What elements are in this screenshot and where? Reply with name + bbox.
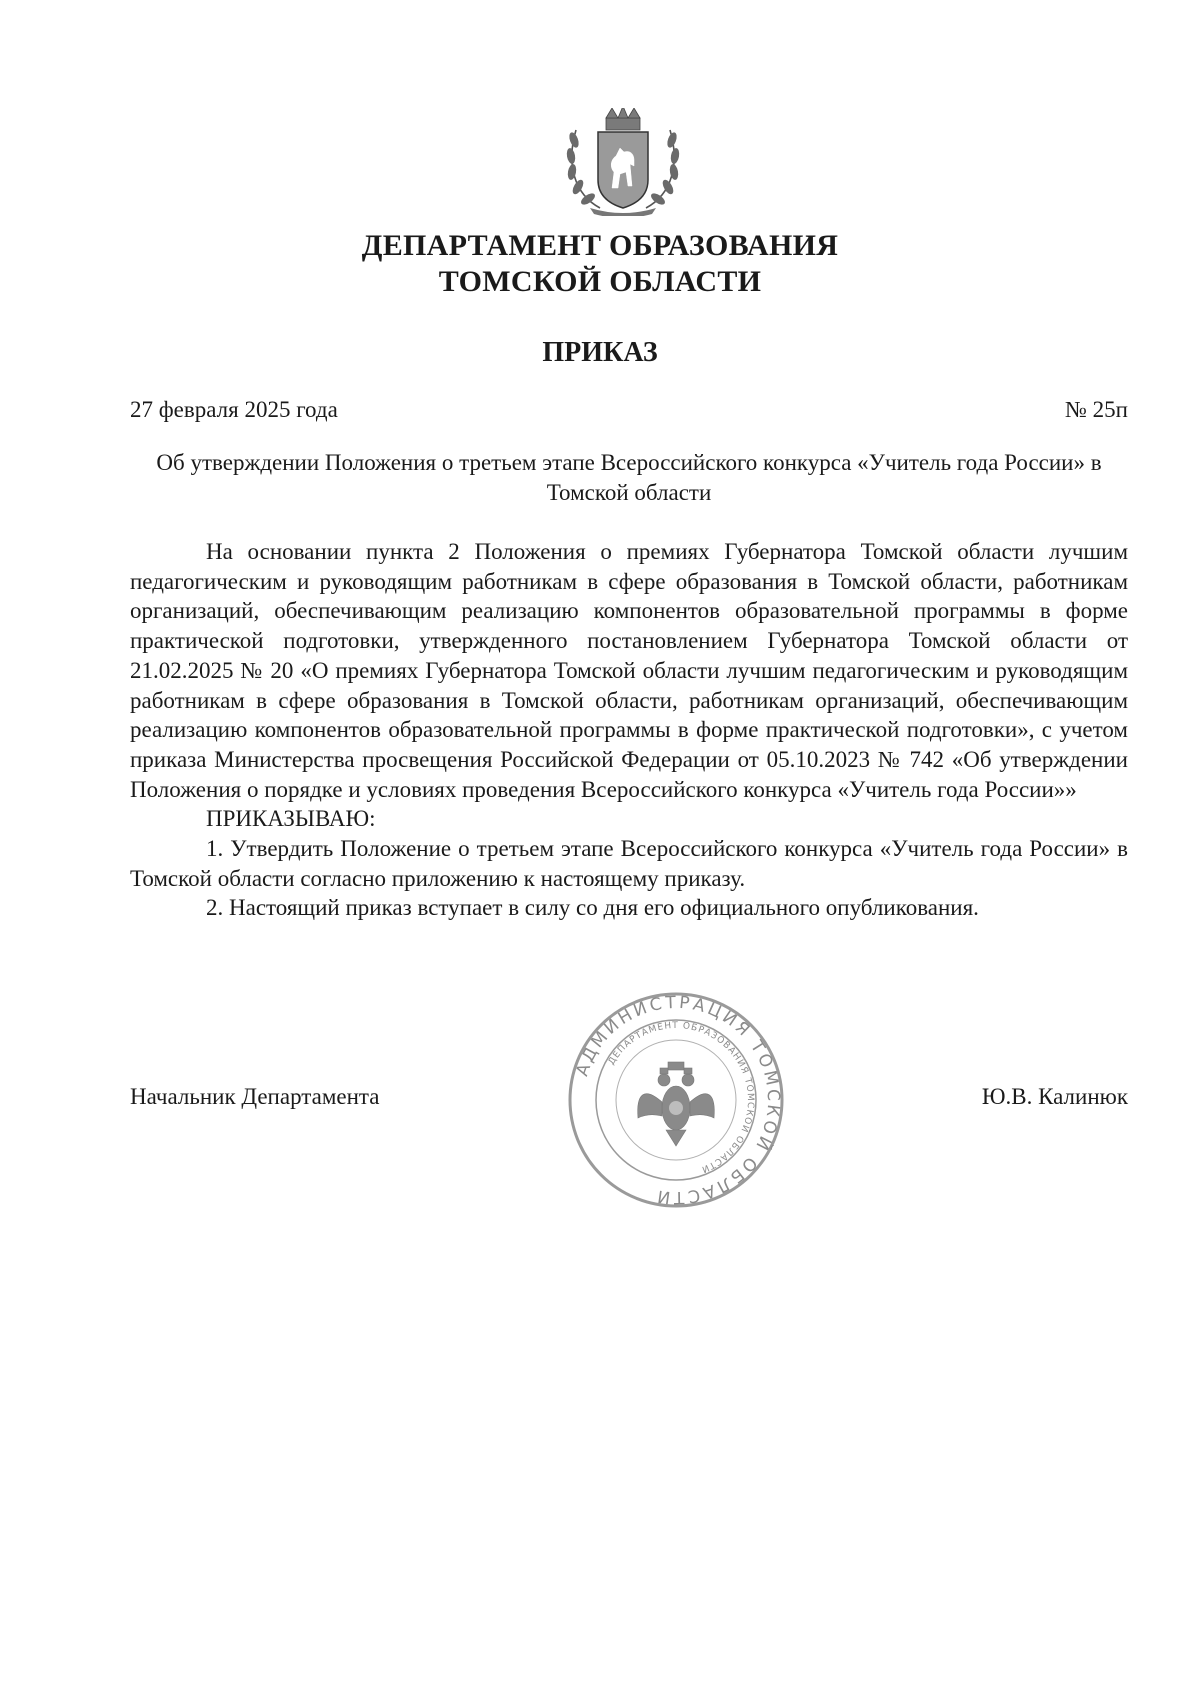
signature-row	[130, 1082, 1128, 1112]
date-number-line	[130, 395, 1128, 425]
department-header	[0, 228, 1200, 300]
seal-inner-text: ДЕПАРТАМЕНТ ОБРАЗОВАНИЯ ТОМСКОЙ ОБЛАСТИ	[606, 1020, 756, 1175]
department-name-line1: ДЕПАРТАМЕНТ ОБРАЗОВАНИЯ	[361, 229, 839, 262]
department-name-line2: ТОМСКОЙ ОБЛАСТИ	[438, 265, 762, 298]
order-item: 1. Утвердить Положение о третьем этапе Всероссийского конкурса «Учитель года России» в Томской области согласно приложению к настоящему приказу.	[130, 836, 1128, 891]
document-number: № 25п	[1064, 397, 1128, 422]
coat-of-arms-emblem	[560, 108, 686, 216]
preamble-paragraph: На основании пункта 2 Положения о премиях Губернатора Томской области лучшим педагогическим и руководящим работникам в сфере образования в Томской области, работникам организаций, обеспечивающим реализацию компонентов образовательной программы в форме практической подготовки, утвержденного постановлением Губернатора Томской области от 21.02.2025 № 20 «О премиях Губернатора Томской области лучшим педагогическим и руководящим работникам в сфере образования в Томской области, работникам организаций, обеспечивающим реализацию компонентов образовательной программы в форме практической подготовки», с учетом приказа Министерства просвещения Российской Федерации от 05.10.2023 № 742 «Об утверждении Положения о порядке и условиях проведения Всероссийского конкурса «Учитель года России»»	[130, 539, 1128, 802]
document-subject: Об утверждении Положения о третьем этапе Всероссийского конкурса «Учитель года России» в Томской области	[156, 450, 1102, 505]
document-type-title: ПРИКАЗ	[542, 337, 658, 368]
signatory-name: Ю.В. Калинюк	[981, 1084, 1128, 1109]
order-item: 2. Настоящий приказ вступает в силу со дня его официального опубликования.	[206, 895, 979, 921]
seal-outer-text: АДМИНИСТРАЦИЯ ТОМСКОЙ ОБЛАСТИ	[572, 992, 784, 1208]
signatory-position: Начальник Департамента	[130, 1084, 380, 1109]
document-date: 27 февраля 2025 года	[130, 397, 338, 422]
order-word: ПРИКАЗЫВАЮ:	[206, 806, 376, 832]
document-body	[130, 537, 1128, 923]
